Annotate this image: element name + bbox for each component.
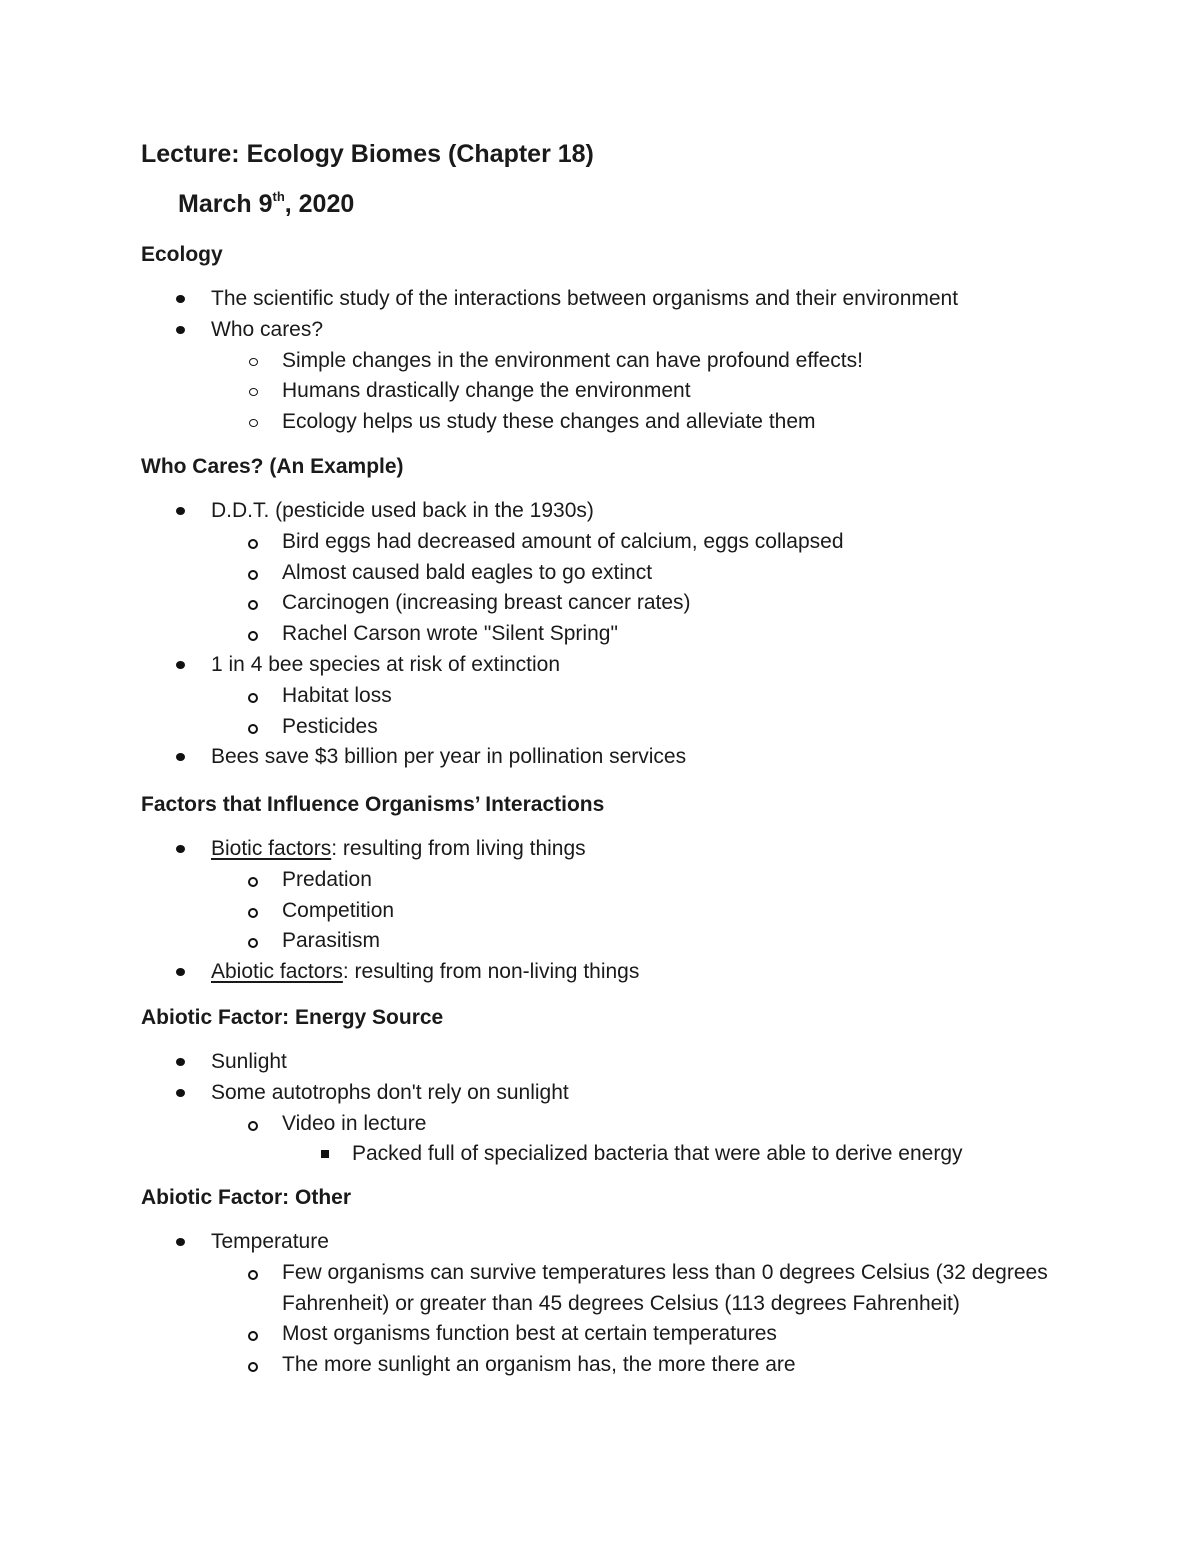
- abiotic-term: Abiotic factors: [211, 960, 343, 984]
- other-list: [141, 1227, 1141, 1381]
- list-item-text: Habitat loss: [282, 683, 392, 707]
- list-item: [141, 1139, 1141, 1170]
- section-heading: Ecology: [141, 243, 223, 266]
- section-heading: Abiotic Factor: Energy Source: [141, 1006, 444, 1029]
- list-item: [141, 588, 1141, 619]
- bullet-circle-icon: [248, 724, 258, 734]
- list-item-text: : resulting from living things: [331, 837, 586, 860]
- bullet-circle-icon: [248, 877, 258, 887]
- list-item-text: Bees save $3 billion per year in pollination services: [211, 745, 687, 769]
- bullet-dot-icon: [176, 507, 185, 515]
- bullet-dot-icon: [176, 1238, 185, 1246]
- bullet-dot-icon: [176, 845, 185, 853]
- bullet-dot-icon: [176, 661, 185, 669]
- list-item-text: Packed full of specialized bacteria that were able to derive energy: [352, 1142, 963, 1166]
- section-factors: [141, 791, 1141, 988]
- date-suffix: , 2020: [284, 190, 355, 218]
- section-heading: Abiotic Factor: Other: [141, 1186, 352, 1209]
- list-item: [141, 1319, 1141, 1350]
- section-ecology: [141, 241, 1141, 438]
- who-cares-list: [141, 496, 1141, 773]
- list-item: [141, 834, 1141, 865]
- list-item-text: Bird eggs had decreased amount of calcium, eggs collapsed: [282, 529, 844, 553]
- list-item: [141, 527, 1141, 558]
- list-item: [141, 619, 1141, 650]
- list-item-text: Temperature: [211, 1230, 329, 1253]
- section-heading: Factors that Influence Organisms’ Interactions: [141, 793, 605, 816]
- list-item: [141, 865, 1141, 896]
- list-item: [141, 1227, 1141, 1258]
- list-item: [141, 1047, 1141, 1078]
- document-title: Lecture: Ecology Biomes (Chapter 18): [141, 140, 594, 168]
- bullet-circle-icon: [249, 419, 258, 427]
- list-item-text: 1 in 4 bee species at risk of extinction: [211, 652, 561, 676]
- list-item: [141, 284, 1141, 315]
- list-item-text: Simple changes in the environment can have profound effects!: [282, 348, 863, 372]
- list-item: [141, 407, 1141, 438]
- bullet-circle-icon: [248, 1121, 258, 1131]
- list-item: [141, 1078, 1141, 1109]
- factors-list: [141, 834, 1141, 988]
- bullet-dot-icon: [176, 1058, 185, 1066]
- date-ordinal: th: [272, 189, 285, 204]
- energy-list: [141, 1047, 1141, 1170]
- list-item-text: Who cares?: [211, 317, 324, 341]
- list-item: [141, 896, 1141, 927]
- list-item: [141, 681, 1141, 712]
- list-item: [141, 1350, 1141, 1381]
- bullet-square-icon: [321, 1150, 329, 1158]
- list-item: [141, 1109, 1141, 1140]
- list-item: [141, 315, 1141, 346]
- bullet-circle-icon: [249, 358, 258, 366]
- list-item: [141, 742, 1141, 773]
- list-item-text: Sunlight: [211, 1050, 287, 1073]
- bullet-dot-icon: [176, 1089, 185, 1097]
- bullet-dot-icon: [176, 968, 185, 976]
- bullet-circle-icon: [248, 1362, 258, 1372]
- list-item-text: Humans drastically change the environment: [282, 379, 691, 403]
- list-item-text: Almost caused bald eagles to go extinct: [282, 560, 653, 584]
- list-item: [141, 496, 1141, 527]
- list-item: [141, 957, 1141, 988]
- section-other: [141, 1184, 1141, 1381]
- list-item-text: Competition: [282, 898, 395, 922]
- list-item: [141, 1258, 1062, 1320]
- list-item: [141, 376, 1141, 407]
- list-item-text: Ecology helps us study these changes and alleviate them: [282, 410, 816, 434]
- list-item-text: Some autotrophs don't rely on sunlight: [211, 1080, 569, 1104]
- biotic-term: Biotic factors: [211, 837, 332, 860]
- bullet-dot-icon: [176, 753, 185, 761]
- list-item-text: Carcinogen (increasing breast cancer rates): [282, 591, 691, 615]
- bullet-circle-icon: [248, 693, 258, 703]
- bullet-circle-icon: [248, 539, 258, 549]
- bullet-circle-icon: [248, 570, 258, 580]
- list-item-text: The scientific study of the interactions between organisms and their environment: [211, 287, 959, 310]
- list-item: [141, 926, 1141, 957]
- section-heading: Who Cares? (An Example): [141, 455, 404, 478]
- section-energy-source: [141, 1004, 1141, 1170]
- list-item: [141, 346, 1141, 377]
- list-item-text: Most organisms function best at certain temperatures: [282, 1322, 777, 1346]
- bullet-circle-icon: [248, 938, 258, 948]
- list-item: [141, 712, 1141, 743]
- bullet-dot-icon: [176, 326, 185, 334]
- bullet-circle-icon: [248, 600, 258, 610]
- list-item-text: Predation: [282, 867, 372, 891]
- bullet-circle-icon: [248, 1331, 258, 1341]
- date-prefix: March 9: [178, 190, 273, 218]
- list-item-text: Pesticides: [282, 714, 378, 738]
- lecture-date: [178, 190, 354, 219]
- list-item: [141, 650, 1141, 681]
- list-item-text: The more sunlight an organism has, the more there are: [282, 1353, 796, 1377]
- list-item-text: Video in lecture: [282, 1111, 427, 1135]
- bullet-circle-icon: [248, 908, 258, 918]
- list-item-text: Parasitism: [282, 929, 381, 953]
- section-who-cares: [141, 453, 1141, 773]
- list-item-text: Few organisms can survive temperatures less than 0 degrees Celsius (32 degrees Fahrenheit) or greater than 45 degrees Celsius (113 degrees Fahrenheit): [282, 1260, 1048, 1315]
- ecology-list: [141, 284, 1141, 438]
- list-item-text: : resulting from non-living things: [342, 960, 640, 984]
- list-item: [141, 558, 1141, 589]
- list-item-text: D.D.T. (pesticide used back in the 1930s): [211, 499, 594, 522]
- bullet-circle-icon: [248, 1270, 258, 1280]
- bullet-circle-icon: [248, 631, 258, 641]
- bullet-circle-icon: [249, 388, 258, 396]
- list-item-text: Rachel Carson wrote "Silent Spring": [282, 622, 618, 646]
- bullet-dot-icon: [176, 295, 185, 303]
